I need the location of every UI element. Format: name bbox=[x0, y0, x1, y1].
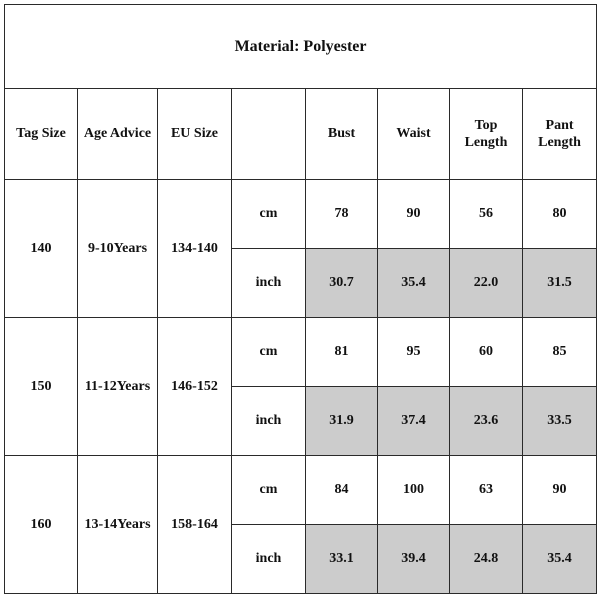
top-length-cell: 23.6 bbox=[450, 387, 523, 456]
header-top-length-line2: Length bbox=[464, 135, 508, 150]
unit-cell: cm bbox=[232, 456, 306, 525]
age-advice-cell: 13-14Years bbox=[78, 456, 158, 594]
header-row bbox=[5, 89, 597, 180]
pant-length-cell: 35.4 bbox=[523, 525, 597, 594]
table-row bbox=[5, 180, 597, 249]
pant-length-cell: 33.5 bbox=[523, 387, 597, 456]
bust-cell: 81 bbox=[306, 318, 378, 387]
header-age-advice: Age Advice bbox=[78, 89, 158, 180]
table-row bbox=[5, 318, 597, 387]
table-row bbox=[5, 456, 597, 525]
header-tag-size: Tag Size bbox=[5, 89, 78, 180]
top-length-cell: 56 bbox=[450, 180, 523, 249]
unit-cell: inch bbox=[232, 387, 306, 456]
top-length-cell: 22.0 bbox=[450, 249, 523, 318]
eu-size-cell: 146-152 bbox=[158, 318, 232, 456]
header-pant-length-line2: Length bbox=[538, 135, 581, 150]
waist-cell: 35.4 bbox=[378, 249, 450, 318]
bust-cell: 84 bbox=[306, 456, 378, 525]
unit-cell: cm bbox=[232, 180, 306, 249]
header-waist: Waist bbox=[378, 89, 450, 180]
header-top-length-line1: Top bbox=[474, 117, 498, 133]
waist-cell: 37.4 bbox=[378, 387, 450, 456]
bust-cell: 31.9 bbox=[306, 387, 378, 456]
size-chart-table bbox=[4, 4, 597, 594]
pant-length-cell: 80 bbox=[523, 180, 597, 249]
bust-cell: 78 bbox=[306, 180, 378, 249]
bust-cell: 33.1 bbox=[306, 525, 378, 594]
top-length-cell: 60 bbox=[450, 318, 523, 387]
unit-cell: cm bbox=[232, 318, 306, 387]
material-title: Material: Polyester bbox=[5, 5, 597, 89]
size-chart-container bbox=[4, 4, 597, 594]
tag-size-cell: 150 bbox=[5, 318, 78, 456]
header-eu-size: EU Size bbox=[158, 89, 232, 180]
eu-size-cell: 158-164 bbox=[158, 456, 232, 594]
top-length-cell: 63 bbox=[450, 456, 523, 525]
header-pant-length-line1: Pant bbox=[545, 117, 574, 133]
tag-size-cell: 140 bbox=[5, 180, 78, 318]
top-length-cell: 24.8 bbox=[450, 525, 523, 594]
age-advice-cell: 11-12Years bbox=[78, 318, 158, 456]
pant-length-cell: 31.5 bbox=[523, 249, 597, 318]
header-bust: Bust bbox=[306, 89, 378, 180]
waist-cell: 100 bbox=[378, 456, 450, 525]
header-pant-length bbox=[523, 89, 597, 180]
pant-length-cell: 85 bbox=[523, 318, 597, 387]
tag-size-cell: 160 bbox=[5, 456, 78, 594]
waist-cell: 90 bbox=[378, 180, 450, 249]
header-top-length bbox=[450, 89, 523, 180]
header-unit bbox=[232, 89, 306, 180]
pant-length-cell: 90 bbox=[523, 456, 597, 525]
bust-cell: 30.7 bbox=[306, 249, 378, 318]
unit-cell: inch bbox=[232, 525, 306, 594]
unit-cell: inch bbox=[232, 249, 306, 318]
age-advice-cell: 9-10Years bbox=[78, 180, 158, 318]
waist-cell: 95 bbox=[378, 318, 450, 387]
eu-size-cell: 134-140 bbox=[158, 180, 232, 318]
waist-cell: 39.4 bbox=[378, 525, 450, 594]
